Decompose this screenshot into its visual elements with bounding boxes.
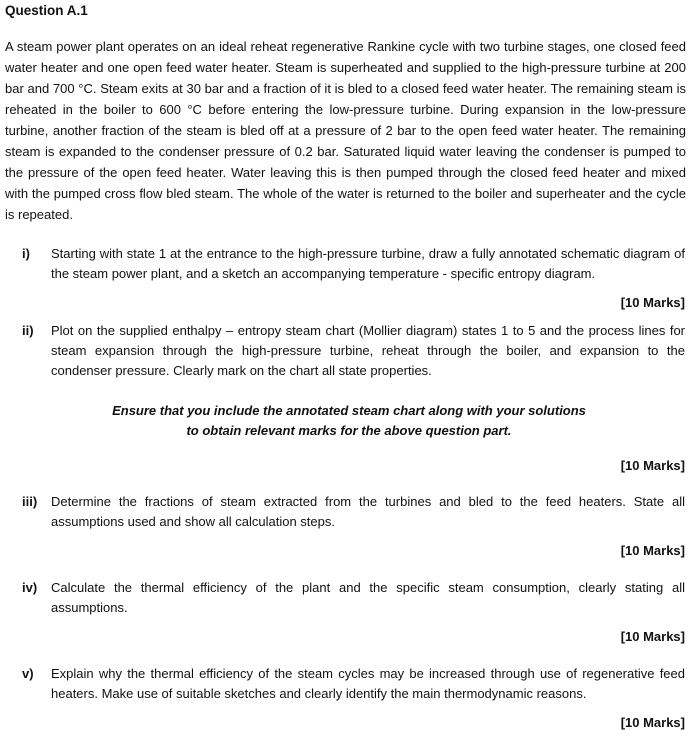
part-iii [22, 492, 685, 532]
note-line: Ensure that you include the annotated steam chart along with your solutions [112, 403, 586, 418]
part-text: Plot on the supplied enthalpy – entropy steam chart (Mollier diagram) states 1 to 5 and the process lines for steam expansion through the high-pressure turbine, reheat through the boiler, and expansion to the condenser pressure. Clearly mark on the chart all state properties. [51, 323, 685, 378]
question-intro: A steam power plant operates on an ideal reheat regenerative Rankine cycle with two turbine stages, one closed feed water heater and one open feed water heater. Steam is superheated and supplied to the high-pressure turbine at 200 bar and 700 °C. Steam exits at 30 bar and a fraction of it is bled to a closed feed water heater. The remaining steam is reheated in the boiler to 600 °C before entering the low-pressure turbine. During expansion in the low-pressure turbine, another fraction of the steam is bled off at a pressure of 2 bar to the open feed water heater. The remaining steam is expanded to the condenser pressure of 0.2 bar. Saturated liquid water leaving the condenser is pumped to the pressure of the open feed heater. Water leaving this is then pumped through the closed feed heater and mixed with the pumped cross flow bled steam. The whole of the water is returned to the boiler and superheater and the cycle is repeated. [5, 39, 686, 222]
marks-label: [10 Marks] [620, 458, 685, 473]
part-number: ii) [22, 323, 34, 338]
part-text: Explain why the thermal efficiency of the steam cycles may be increased through use of regenerative feed heaters. Make use of suitable sketches and clearly identify the main thermodynamic reasons. [51, 666, 685, 701]
marks-label: [10 Marks] [620, 543, 685, 558]
part-text: Starting with state 1 at the entrance to the high-pressure turbine, draw a fully annotated schematic diagram of the steam power plant, and a sketch an accompanying temperature - specific entropy diagram. [51, 246, 685, 281]
part-text: Calculate the thermal efficiency of the plant and the specific steam consumption, clearly stating all assumptions. [51, 580, 685, 615]
part-iv [22, 578, 685, 618]
part-ii [22, 321, 685, 381]
marks-label: [10 Marks] [620, 295, 685, 310]
part-text: Determine the fractions of steam extracted from the turbines and bled to the feed heaters. State all assumptions used and show all calculation steps. [51, 494, 685, 529]
question-title: Question A.1 [5, 3, 88, 18]
part-number: v) [22, 666, 34, 681]
part-i [22, 244, 685, 284]
marks-label: [10 Marks] [620, 629, 685, 644]
part-number: i) [22, 246, 30, 261]
part-v [22, 664, 685, 704]
note-line: to obtain relevant marks for the above question part. [186, 423, 512, 438]
part-number: iv) [22, 580, 38, 595]
marks-label: [10 Marks] [620, 715, 685, 730]
part-number: iii) [22, 494, 38, 509]
